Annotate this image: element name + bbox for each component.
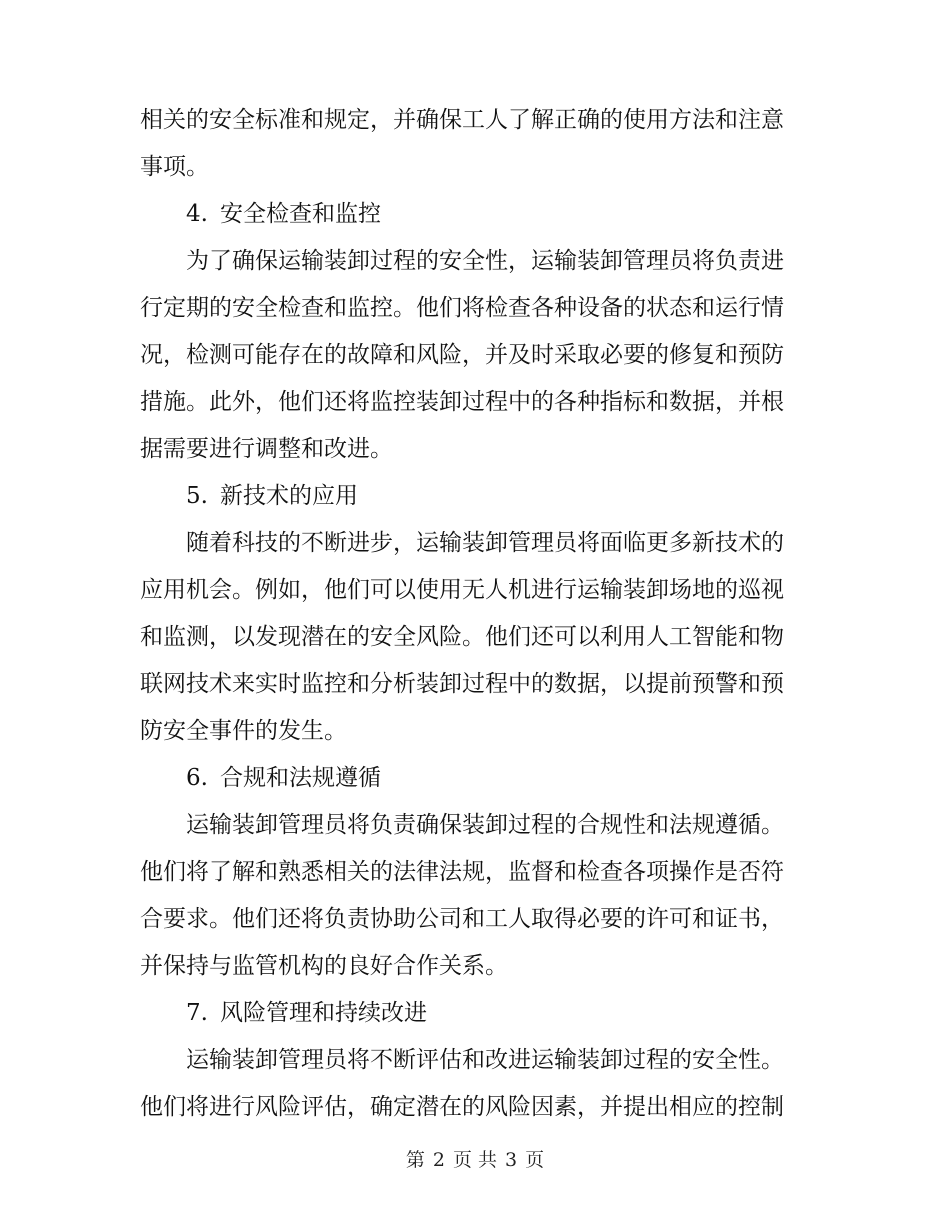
section-number: 4. <box>186 201 208 227</box>
section-heading <box>140 473 800 520</box>
section-title: 安全检查和监控 <box>219 201 381 227</box>
paragraph-line: 行定期的安全检查和监控。他们将检查各种设备的状态和运行情 <box>140 295 784 321</box>
total-pages-number: 3 <box>505 1149 518 1171</box>
section-title: 合规和法规遵循 <box>219 765 381 791</box>
paragraph-line: 措施。此外，他们还将监控装卸过程中的各种指标和数据，并根 <box>140 389 784 415</box>
paragraph-line: 运输装卸管理员将不断评估和改进运输装卸过程的安全性。 <box>186 1047 784 1073</box>
paragraph-line: 随着科技的不断进步，运输装卸管理员将面临更多新技术的 <box>186 530 784 556</box>
section-number: 6. <box>186 765 208 791</box>
paragraph-line: 运输装卸管理员将负责确保装卸过程的合规性和法规遵循。 <box>186 812 784 838</box>
footer-prefix: 第 <box>405 1149 425 1171</box>
current-page-number: 2 <box>432 1149 445 1171</box>
footer-suffix: 页 <box>525 1149 545 1171</box>
paragraph-line: 况，检测可能存在的故障和风险，并及时采取必要的修复和预防 <box>140 342 784 368</box>
paragraph-line: 他们将进行风险评估，确定潜在的风险因素，并提出相应的控制 <box>140 1094 784 1120</box>
section-number: 7. <box>186 1000 208 1026</box>
paragraph-line: 相关的安全标准和规定，并确保工人了解正确的使用方法和注意 <box>140 107 784 133</box>
section-title: 新技术的应用 <box>219 483 358 509</box>
section-heading <box>140 191 800 238</box>
document-body <box>140 97 800 1131</box>
page-footer <box>0 1146 950 1174</box>
paragraph-line: 合要求。他们还将负责协助公司和工人取得必要的许可和证书， <box>140 906 784 932</box>
paragraph-line: 为了确保运输装卸过程的安全性，运输装卸管理员将负责进 <box>186 248 784 274</box>
section-number: 5. <box>186 483 208 509</box>
paragraph-line: 据需要进行调整和改进。 <box>140 436 393 462</box>
paragraph-line: 他们将了解和熟悉相关的法律法规，监督和检查各项操作是否符 <box>140 859 784 885</box>
paragraph-line: 应用机会。例如，他们可以使用无人机进行运输装卸场地的巡视 <box>140 577 784 603</box>
paragraph-line: 事项。 <box>140 154 209 180</box>
section-heading <box>140 755 800 802</box>
section-title: 风险管理和持续改进 <box>219 1000 427 1026</box>
paragraph-line: 和监测，以发现潜在的安全风险。他们还可以利用人工智能和物 <box>140 624 784 650</box>
paragraph-line: 联网技术来实时监控和分析装卸过程中的数据，以提前预警和预 <box>140 671 784 697</box>
footer-mid: 页 共 <box>452 1149 498 1171</box>
paragraph-line: 并保持与监管机构的良好合作关系。 <box>140 953 508 979</box>
paragraph-line: 防安全事件的发生。 <box>140 718 347 744</box>
section-heading <box>140 990 800 1037</box>
